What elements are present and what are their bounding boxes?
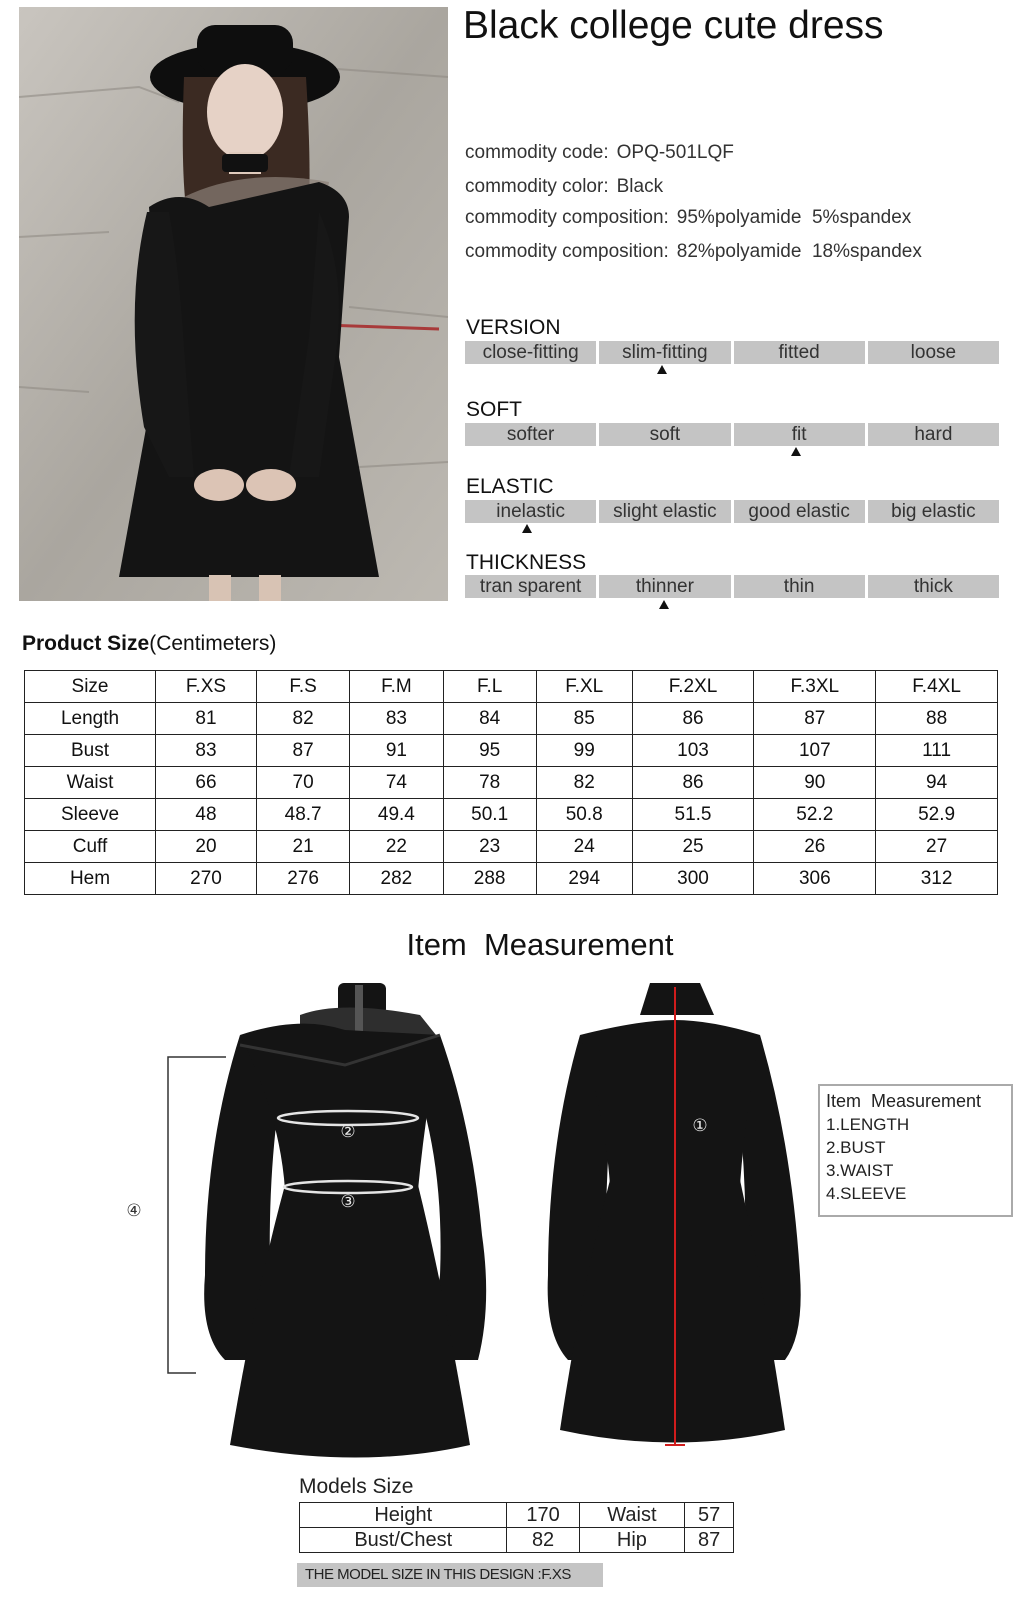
measurement-diagram: [0, 975, 1024, 1465]
spec-label: commodity composition:: [465, 241, 669, 262]
table-row: [300, 1503, 734, 1528]
table-cell: 83: [156, 735, 257, 767]
table-row: [25, 799, 998, 831]
table-cell: 107: [754, 735, 876, 767]
table-cell: 84: [443, 703, 536, 735]
table-cell: 270: [156, 863, 257, 895]
table-cell: 306: [754, 863, 876, 895]
selected-pointer-icon: [659, 600, 669, 609]
measurement-legend: [818, 1084, 1013, 1217]
table-cell: Waist: [25, 767, 156, 799]
table-cell: Bust: [25, 735, 156, 767]
table-row: [25, 831, 998, 863]
table-cell: 26: [754, 831, 876, 863]
product-size-table: [24, 670, 998, 895]
table-cell: 82: [256, 703, 349, 735]
table-cell: 49.4: [350, 799, 443, 831]
product-size-heading: Product Size: [22, 632, 150, 655]
table-cell: 50.1: [443, 799, 536, 831]
scale-option: tran sparent: [465, 575, 596, 598]
item-measurement-title: Item Measurement: [406, 927, 674, 962]
table-cell: 88: [876, 703, 998, 735]
table-cell: 52.2: [754, 799, 876, 831]
table-cell: 66: [156, 767, 257, 799]
models-size-table: [299, 1502, 734, 1553]
legend-item: 4.SLEEVE: [826, 1184, 907, 1203]
table-cell: F.4XL: [876, 671, 998, 703]
table-cell: 57: [685, 1503, 734, 1528]
marker-length: ①: [692, 1116, 708, 1136]
model-size-note: THE MODEL SIZE IN THIS DESIGN :F.XS: [297, 1563, 603, 1587]
table-cell: 282: [350, 863, 443, 895]
table-cell: Bust/Chest: [300, 1528, 507, 1553]
scale-elastic: [465, 500, 999, 523]
table-cell: 90: [754, 767, 876, 799]
scale-soft-label: SOFT: [466, 398, 522, 421]
spec-label: commodity composition:: [465, 207, 669, 228]
product-photo: [19, 7, 448, 601]
table-cell: 85: [536, 703, 632, 735]
table-row: [25, 735, 998, 767]
front-dress: [204, 983, 486, 1458]
table-cell: F.L: [443, 671, 536, 703]
table-cell: 20: [156, 831, 257, 863]
scale-option: hard: [868, 423, 999, 446]
scale-option: fit: [734, 423, 865, 446]
table-cell: 48.7: [256, 799, 349, 831]
selected-pointer-icon: [657, 365, 667, 374]
legend-title: Item Measurement: [826, 1091, 982, 1111]
scale-option: good elastic: [734, 500, 865, 523]
scale-option: thinner: [599, 575, 730, 598]
table-cell: 83: [350, 703, 443, 735]
table-header-row: [25, 671, 998, 703]
table-row: [25, 703, 998, 735]
table-cell: Hip: [579, 1528, 685, 1553]
table-cell: 87: [256, 735, 349, 767]
table-cell: 94: [876, 767, 998, 799]
table-cell: 25: [632, 831, 754, 863]
scale-option: big elastic: [868, 500, 999, 523]
spec-label: commodity code:: [465, 142, 609, 163]
table-cell: 312: [876, 863, 998, 895]
scale-soft: [465, 423, 999, 446]
scale-version: [465, 341, 999, 364]
selected-pointer-icon: [791, 447, 801, 456]
table-cell: 51.5: [632, 799, 754, 831]
product-title: Black college cute dress: [463, 4, 884, 47]
table-cell: 24: [536, 831, 632, 863]
spec-composition-2: [465, 241, 922, 263]
legend-item: 3.WAIST: [826, 1161, 894, 1180]
table-cell: 21: [256, 831, 349, 863]
table-cell: 276: [256, 863, 349, 895]
model-photo-illustration: [19, 7, 448, 601]
marker-waist: ③: [340, 1192, 356, 1212]
scale-thickness: [465, 575, 999, 598]
table-cell: 48: [156, 799, 257, 831]
models-size-title: Models Size: [299, 1475, 414, 1498]
marker-sleeve: ④: [126, 1201, 142, 1221]
marker-bust: ②: [340, 1122, 356, 1142]
scale-option: fitted: [734, 341, 865, 364]
product-size-title: [22, 632, 276, 656]
legend-item: 2.BUST: [826, 1138, 886, 1157]
table-cell: F.XS: [156, 671, 257, 703]
spec-value: OPQ-501LQF: [616, 142, 734, 163]
spec-commodity-color: [465, 176, 663, 198]
table-cell: 288: [443, 863, 536, 895]
back-dress: [548, 983, 801, 1445]
table-cell: 78: [443, 767, 536, 799]
table-cell: F.M: [350, 671, 443, 703]
table-cell: F.2XL: [632, 671, 754, 703]
table-cell: Length: [25, 703, 156, 735]
dress-measurement-illustration: [0, 975, 1024, 1465]
table-cell: Height: [300, 1503, 507, 1528]
table-cell: 294: [536, 863, 632, 895]
table-cell: 82: [507, 1528, 579, 1553]
scale-option: thin: [734, 575, 865, 598]
spec-label: commodity color:: [465, 176, 609, 197]
scale-elastic-label: ELASTIC: [466, 475, 554, 498]
table-cell: 103: [632, 735, 754, 767]
scale-option: thick: [868, 575, 999, 598]
scale-option: soft: [599, 423, 730, 446]
spec-value: Black: [616, 176, 664, 197]
spec-value: 95%polyamide 5%spandex: [676, 207, 912, 228]
table-cell: 23: [443, 831, 536, 863]
table-cell: 70: [256, 767, 349, 799]
table-cell: Hem: [25, 863, 156, 895]
scale-option: inelastic: [465, 500, 596, 523]
scale-thickness-label: THICKNESS: [466, 551, 587, 574]
table-cell: 99: [536, 735, 632, 767]
legend-item: 1.LENGTH: [826, 1115, 910, 1134]
table-cell: 87: [685, 1528, 734, 1553]
scale-option: slight elastic: [599, 500, 730, 523]
table-cell: Size: [25, 671, 156, 703]
table-cell: 300: [632, 863, 754, 895]
table-cell: F.S: [256, 671, 349, 703]
scale-option: slim-fitting: [599, 341, 730, 364]
spec-composition-1: [465, 207, 911, 229]
scale-option: softer: [465, 423, 596, 446]
spec-commodity-code: [465, 142, 734, 164]
table-row: [25, 767, 998, 799]
table-cell: Cuff: [25, 831, 156, 863]
table-row: [300, 1528, 734, 1553]
scale-version-label: VERSION: [466, 316, 561, 339]
table-cell: 22: [350, 831, 443, 863]
table-cell: 87: [754, 703, 876, 735]
table-cell: 81: [156, 703, 257, 735]
table-cell: 111: [876, 735, 998, 767]
product-size-unit: (Centimeters): [149, 632, 277, 655]
table-cell: F.XL: [536, 671, 632, 703]
table-cell: 50.8: [536, 799, 632, 831]
table-cell: 91: [350, 735, 443, 767]
spec-value: 82%polyamide 18%spandex: [676, 241, 922, 262]
selected-pointer-icon: [522, 524, 532, 533]
table-cell: 52.9: [876, 799, 998, 831]
table-cell: 82: [536, 767, 632, 799]
table-cell: 27: [876, 831, 998, 863]
table-row: [25, 863, 998, 895]
table-cell: F.3XL: [754, 671, 876, 703]
scale-option: close-fitting: [465, 341, 596, 364]
table-cell: 170: [507, 1503, 579, 1528]
table-cell: 74: [350, 767, 443, 799]
table-cell: Waist: [579, 1503, 685, 1528]
table-cell: 86: [632, 703, 754, 735]
table-cell: 95: [443, 735, 536, 767]
table-cell: Sleeve: [25, 799, 156, 831]
table-cell: 86: [632, 767, 754, 799]
scale-option: loose: [868, 341, 999, 364]
